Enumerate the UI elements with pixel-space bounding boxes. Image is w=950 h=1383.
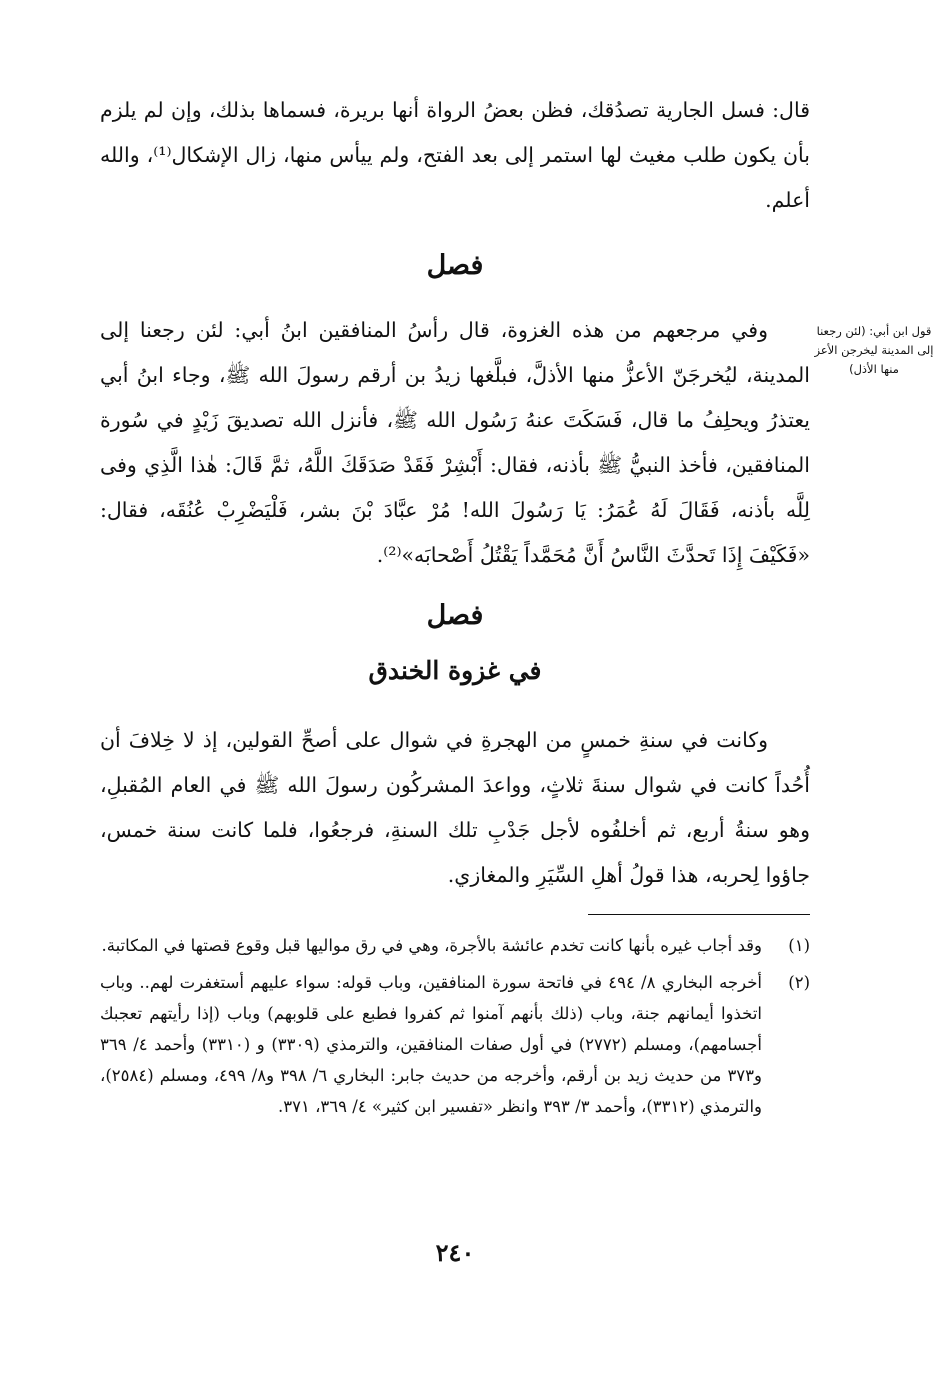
footnote-separator (588, 914, 810, 915)
footnote-number: (١) (788, 936, 810, 955)
heading-text: فصل (426, 600, 484, 631)
margin-note: قول ابن أبي: (لئن رجعنا إلى المدينة ليخرجن الأعز منها الأذل) (814, 324, 934, 376)
heading-text: فصل (426, 250, 484, 281)
footnote-1 (100, 930, 810, 961)
footnote-number: (٢) (788, 973, 810, 992)
section-heading-khandaq: في غزوة الخندق (368, 656, 542, 685)
footnote-text: وقد أجاب غيره بأنها كانت تخدم عائشة بالأجرة، وهي في رق مواليها قبل وقوع قصتها في المكاتبة. (101, 936, 762, 955)
paragraph-3: وكانت في سنةِ خمسٍ من الهجرةِ في شوال على أصحِّ القولين، إذ لا خِلافَ أن أُحُداً كانت في شوال سنةَ ثلاثٍ، وواعدَ المشركُون رسولَ الله ﷺ في العام المُقبلِ، وهو سنةُ أربع، ثم أخلفُوه لأجل جَدْبِ تلك السنةِ، فرجعُوا، فلما كانت سنة خمس، جاؤوا لِحربه، هذا قولُ أهلِ السِّيَرِ والمغازي. (100, 728, 810, 887)
paragraph-2: وفي مرجعهم من هذه الغزوة، قال رأسُ المنافقين ابنُ أبي: لئن رجعنا إلى المدينة، ليُخرجَنّ الأعزُّ منها الأذلَّ، فبلَّغها زيدُ بن أرقم رسولَ الله ﷺ، وجاء ابنُ أبي يعتذرُ ويحلِفُ ما قال، فَسَكَتَ عنهُ رَسُول الله ﷺ، فأنزل الله تصديقَ زَيْدٍ في سُورة المنافقين، فأخذ النبيُّ ﷺ بأذنه، فقال: أَبْشِرْ فَقَدْ صَدَقَكَ اللَّهُ، ثمَّ قَالَ: هٰذا الَّذِي وفى لِلَّه بأذنه، فَقَالَ لَهُ عُمَرُ: يَا رَسُولَ الله! مُرْ عبَّادَ بْنَ بشر، فَلْيَضْرِبْ عُنُقَه، فقال: «فَكَيْفَ إِذَا تَحدَّثَ النَّاسُ أَنَّ مُحَمَّداً يَقْتُلُ أَصْحابَه»⁽²⁾. (100, 318, 810, 567)
page-number: ٢٤٠ (435, 1238, 475, 1267)
footnotes (100, 930, 810, 1128)
footnote-2 (100, 967, 810, 1122)
paragraph-1: قال: فسل الجارية تصدُقك، فظن بعضُ الرواة أنها بريرة، فسماها بذلك، وإن لم يلزم بأن يكون طلب مغيث لها استمر إلى بعد الفتح، ولم ييأس منها، زال الإشكال⁽¹⁾، والله أعلم. (100, 98, 810, 212)
section-heading-fasl-1 (100, 250, 810, 281)
footnote-text: أخرجه البخاري ٨/ ٤٩٤ في فاتحة سورة المنافقين، وباب قوله: سواء عليهم أستغفرت لهم.. وباب اتخذوا أيمانهم جنة، وباب (ذلك بأنهم آمنوا ثم كفروا فطبع على قلوبهم) وباب (إذا رأيتهم تعجبك أجسامهم)، ومسلم (٢٧٧٢) في أول صفات المنافقين، والترمذي (٣٣٠٩) و (٣٣١٠) وأحمد ٤/ ٣٦٩ و٣٧٣ من حديث زيد بن أرقم، وأخرجه من حديث جابر: البخاري ٦/ ٣٩٨ و٨/ ٤٩٩، ومسلم (٢٥٨٤)، والترمذي (٣٣١٢)، وأحمد ٣/ ٣٩٣ وانظر «تفسير ابن كثير» ٤/ ٣٦٩، ٣٧١. (100, 973, 763, 1116)
section-heading-fasl-2 (100, 600, 810, 631)
